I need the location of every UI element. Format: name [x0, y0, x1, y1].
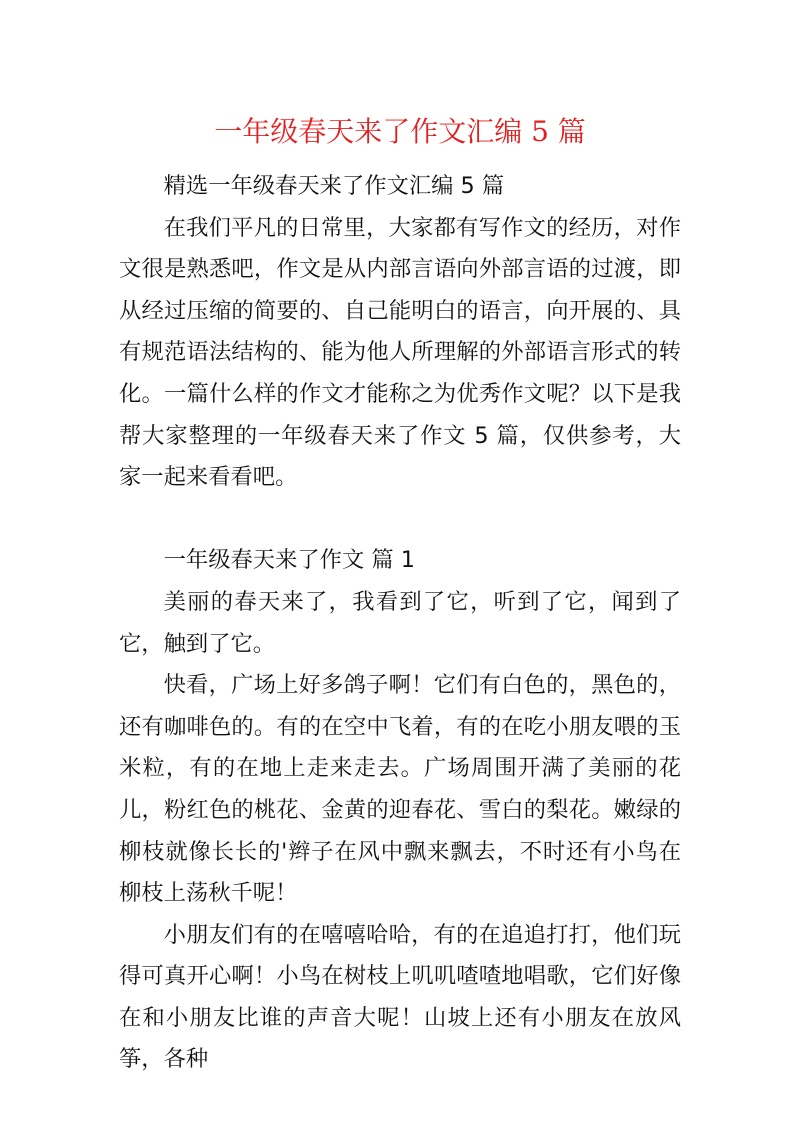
paragraph-spacer	[119, 499, 681, 541]
document-subtitle: 精选一年级春天来了作文汇编 5 篇	[163, 173, 505, 199]
document-body	[119, 166, 681, 1081]
document-title: 一年级春天来了作文汇编 5 篇	[214, 115, 586, 148]
intro-paragraph: 在我们平凡的日常里，大家都有写作文的经历，对作文很是熟悉吧，作文是从内部言语向外部言语的过渡，即从经过压缩的简要的、自己能明白的语言，向开展的、具有规范语法结构的、能为他人所理解的外部语言形式的转化。一篇什么样的作文才能称之为优秀作文呢？以下是我帮大家整理的一年级春天来了作文 5 篇，仅供参考，大家一起来看看吧。	[119, 214, 681, 491]
body-paragraph-1: 美丽的春天来了，我看到了它，听到了它，闻到了它，触到了它。	[119, 588, 681, 657]
body-paragraph-3: 小朋友们有的在嘻嘻哈哈，有的在追追打打，他们玩得可真开心啊！小鸟在树枝上叽叽喳喳地唱歌，它们好像在和小朋友比谁的声音大呢！山坡上还有小朋友在放风筝，各种	[119, 921, 681, 1073]
section-heading: 一年级春天来了作文 篇 1	[163, 547, 415, 574]
body-paragraph-2: 快看，广场上好多鸽子啊！它们有白色的，黑色的，还有咖啡色的。有的在空中飞着，有的在吃小朋友喂的玉米粒，有的在地上走来走去。广场周围开满了美丽的花儿，粉红色的桃花、金黄的迎春花、雪白的梨花。嫩绿的柳枝就像长长的'辫子在风中飘来飘去，不时还有小鸟在柳枝上荡秋千呢！	[119, 672, 681, 907]
